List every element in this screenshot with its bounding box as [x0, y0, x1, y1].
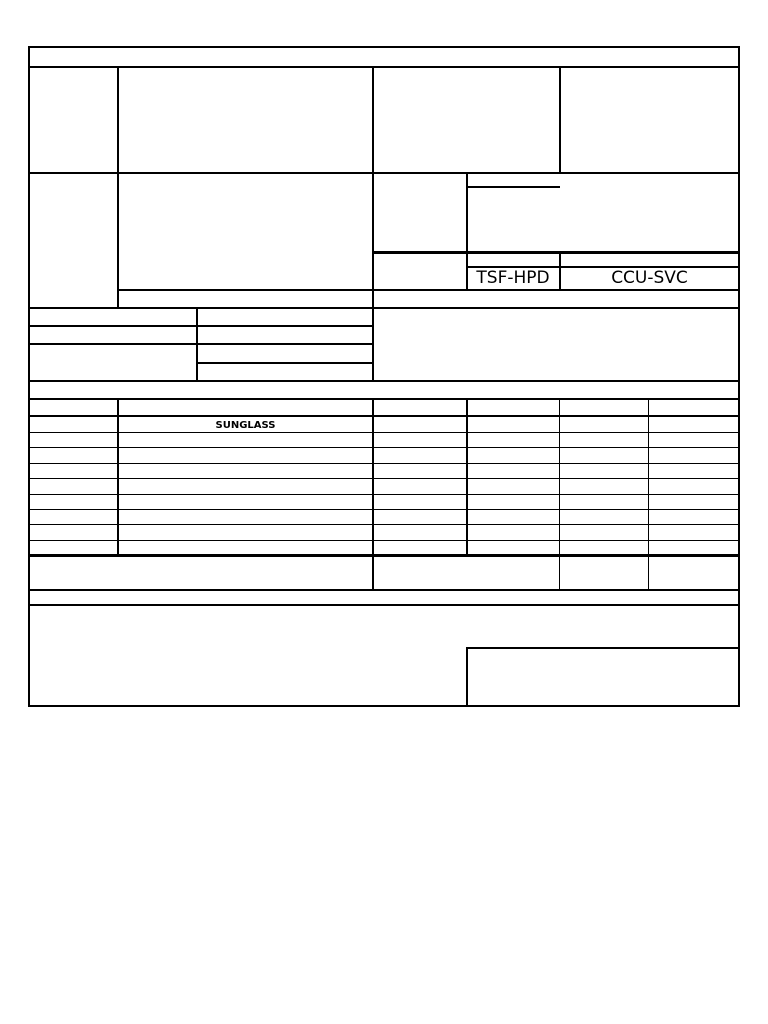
origin-code: TSF-HPD	[476, 268, 550, 288]
signature-box-left	[466, 647, 468, 707]
detail-row-divider-4	[28, 380, 740, 382]
items-row-line-6	[28, 509, 740, 510]
remarks-row-bottom	[28, 604, 740, 606]
items-row-line-1	[28, 432, 740, 433]
destination-code: CCU-SVC	[611, 268, 688, 288]
header-row-divider-5	[117, 289, 740, 291]
header-row-divider-2	[466, 186, 560, 188]
items-row-line-3	[28, 463, 740, 464]
items-header-top	[28, 398, 740, 400]
items-row-line-7	[28, 524, 740, 525]
form-border-top	[28, 46, 740, 48]
header-row-divider-6	[28, 307, 740, 309]
form-border-right	[738, 46, 740, 707]
detail-row-divider-1	[28, 325, 373, 327]
header-col-divider-3	[559, 66, 561, 173]
title-strip-divider	[28, 66, 740, 68]
item-description: SUNGLASS	[215, 420, 276, 431]
signature-box-top	[466, 647, 740, 649]
items-row-line-2	[28, 447, 740, 448]
header-col-divider-2	[372, 66, 374, 382]
form-border-left	[28, 46, 30, 707]
header-col-divider-1	[117, 66, 119, 308]
detail-row-divider-3	[196, 362, 373, 364]
header-row-divider-3	[372, 251, 740, 254]
items-row-line-4	[28, 478, 740, 479]
totals-row-bottom	[28, 589, 740, 591]
items-col-divider-3	[466, 398, 468, 555]
items-row-line-5	[28, 494, 740, 495]
form-border-bottom	[28, 705, 740, 707]
detail-row-divider-2	[28, 343, 373, 345]
header-row-divider-1	[28, 172, 740, 174]
items-table-bottom	[28, 554, 740, 557]
items-row-line-8	[28, 540, 740, 541]
items-header-bottom	[28, 415, 740, 417]
